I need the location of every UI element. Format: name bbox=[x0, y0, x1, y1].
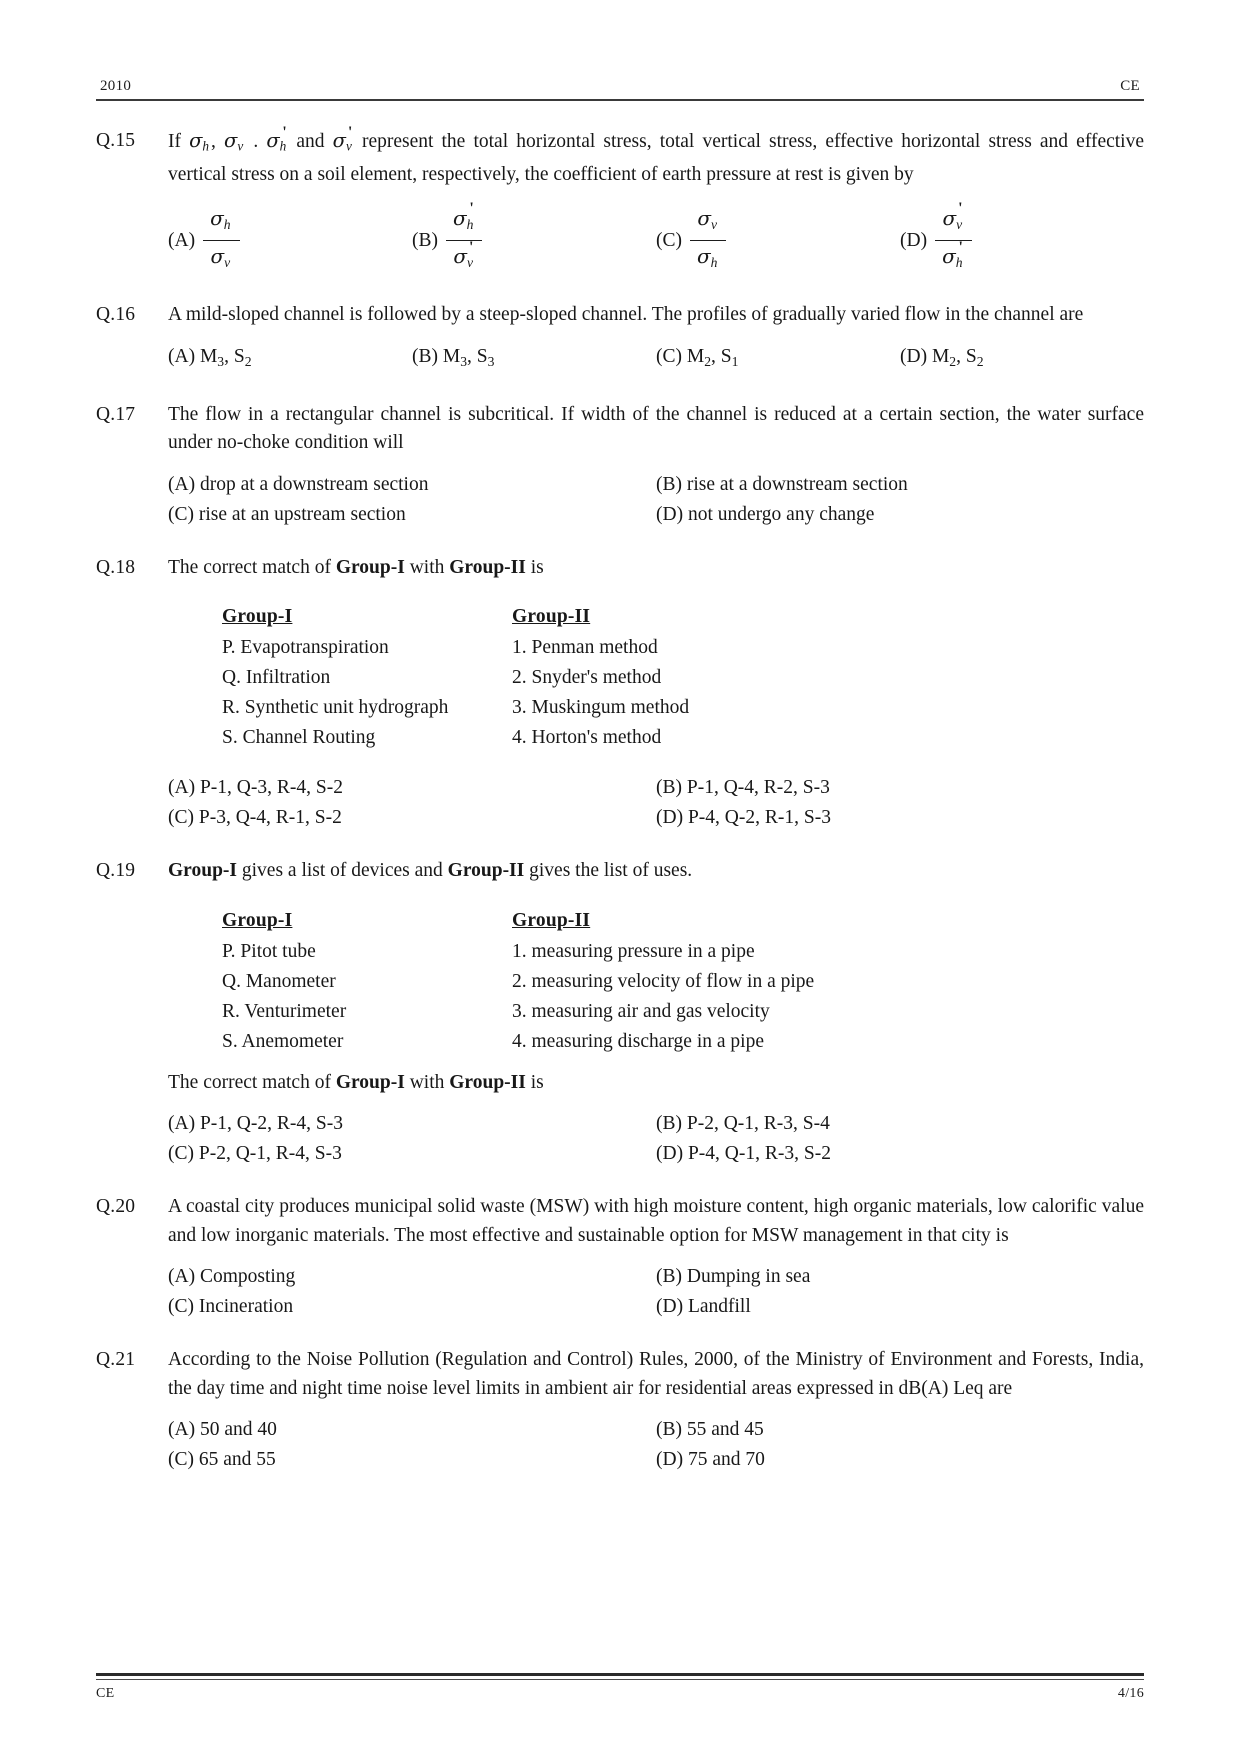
header-year: 2010 bbox=[100, 78, 132, 94]
group-i-column bbox=[222, 906, 512, 1057]
q18-group-table bbox=[222, 602, 1144, 753]
q19-sub-stem bbox=[168, 1069, 1144, 1098]
question-number: Q.18 bbox=[96, 556, 136, 578]
sub-stem-mid: with bbox=[404, 1071, 450, 1093]
symbol-sigma-h-prime: σ ' $_h$ bbox=[266, 123, 287, 154]
option-a[interactable]: (A) Composting bbox=[168, 1266, 296, 1288]
question-stem bbox=[168, 123, 1145, 190]
option-c[interactable]: (C) rise at an upstream section bbox=[168, 503, 406, 525]
group-i-item: S. Anemometer bbox=[222, 1030, 344, 1052]
group-ii-ref: Group-II bbox=[447, 860, 525, 882]
group-ii-item: 4. measuring discharge in a pipe bbox=[512, 1030, 764, 1052]
q19-options-row-2 bbox=[168, 1139, 1144, 1169]
q21-options-row-2 bbox=[168, 1445, 1144, 1475]
stem-post: gives the list of uses. bbox=[524, 860, 693, 882]
option-c[interactable]: (C) $\frac{\sigma_v}{\sigma_h}$ bbox=[656, 204, 900, 278]
group-ii-ref: Group-II bbox=[449, 1071, 526, 1093]
questions-container bbox=[96, 123, 1145, 1475]
stem-part-4: and bbox=[288, 131, 333, 152]
group-i-heading: Group-I bbox=[222, 909, 293, 931]
q17-options-row-1 bbox=[168, 470, 1144, 500]
question-stem: A coastal city produces municipal solid waste (MSW) with high moisture content, high organic materials, low calorific value and low inorganic materials. The most effective and sustainable option for MSW management in that city is bbox=[168, 1196, 1144, 1246]
option-b[interactable]: (B) $M_3$, $S_3$ bbox=[412, 345, 495, 369]
option-c[interactable]: (C) P-3, Q-4, R-1, S-2 bbox=[168, 807, 342, 829]
question-stem: The flow in a rectangular channel is subcritical. If width of the channel is reduced at a certain section, the water surface under no-choke condition will bbox=[168, 403, 1144, 454]
question-number: Q.20 bbox=[96, 1196, 136, 1218]
question-stem bbox=[168, 857, 1144, 886]
question-q18 bbox=[96, 554, 1144, 834]
fraction bbox=[446, 200, 482, 278]
q15-options bbox=[168, 200, 1144, 278]
option-d[interactable]: (D) σ ' $_v$ σ ' $_h$ bbox=[900, 204, 1144, 278]
denominator: $\sigma_h$ bbox=[697, 244, 718, 270]
option-d[interactable]: (D) P-4, Q-2, R-1, S-3 bbox=[656, 807, 831, 829]
option-d[interactable]: (D) not undergo any change bbox=[656, 503, 875, 525]
option-b[interactable]: (B) P-1, Q-4, R-2, S-3 bbox=[656, 777, 830, 799]
option-d[interactable]: (D) $M_2$, $S_2$ bbox=[900, 345, 984, 369]
sub-stem-post: is bbox=[525, 1071, 544, 1093]
group-i-item: R. Synthetic unit hydrograph bbox=[222, 697, 449, 719]
option-a[interactable]: (A) $\frac{\sigma_h}{\sigma_v}$ bbox=[168, 204, 412, 278]
numerator: σ ' $_v$ bbox=[935, 204, 971, 241]
question-q15 bbox=[96, 123, 1145, 277]
group-i-item: R. Venturimeter bbox=[222, 1000, 347, 1022]
stem-mid: with bbox=[404, 556, 450, 578]
question-number: Q.21 bbox=[96, 1349, 136, 1371]
fraction bbox=[935, 200, 971, 278]
option-d[interactable]: (D) Landfill bbox=[656, 1296, 751, 1318]
question-stem bbox=[168, 554, 1144, 583]
group-ii-ref: Group-II bbox=[449, 556, 526, 578]
option-c[interactable]: (C) P-2, Q-1, R-4, S-3 bbox=[168, 1143, 342, 1165]
group-ii-item: 2. Snyder's method bbox=[512, 667, 662, 689]
numerator: $\sigma_h$ bbox=[203, 204, 239, 241]
group-i-ref: Group-I bbox=[335, 1071, 405, 1093]
question-q20 bbox=[96, 1193, 1144, 1322]
header-paper-code: CE bbox=[1120, 78, 1140, 94]
option-b[interactable]: (B) σ ' $_h$ σ ' $_v$ bbox=[412, 204, 656, 278]
option-a[interactable]: (A) P-1, Q-2, R-4, S-3 bbox=[168, 1113, 343, 1135]
symbol-sigma-v: $\sigma_v$ bbox=[224, 129, 244, 154]
stem-part-1: If bbox=[168, 131, 190, 152]
footer-paper-code: CE bbox=[96, 1686, 115, 1701]
fraction bbox=[690, 204, 726, 278]
option-b[interactable]: (B) 55 and 45 bbox=[656, 1419, 764, 1441]
denominator: $\sigma_v$ bbox=[210, 244, 231, 270]
option-b[interactable]: (B) rise at a downstream section bbox=[656, 473, 908, 495]
q18-options-row-1 bbox=[168, 773, 1144, 803]
group-i-ref: Group-I bbox=[168, 860, 237, 882]
q19-options-row-1 bbox=[168, 1109, 1144, 1139]
q21-options-row-1 bbox=[168, 1415, 1144, 1445]
question-q21 bbox=[96, 1346, 1144, 1475]
q17-options-row-2 bbox=[168, 500, 1144, 530]
q20-options-row-2 bbox=[168, 1292, 1144, 1322]
option-d[interactable]: (D) 75 and 70 bbox=[656, 1449, 765, 1471]
group-ii-heading: Group-II bbox=[512, 909, 591, 931]
option-c[interactable]: (C) 65 and 55 bbox=[168, 1449, 276, 1471]
question-number: Q.16 bbox=[96, 304, 136, 326]
group-i-item: Q. Manometer bbox=[222, 970, 336, 992]
sub-stem-pre: The correct match of bbox=[168, 1071, 336, 1093]
group-ii-item: 3. Muskingum method bbox=[512, 697, 690, 719]
header-divider bbox=[96, 99, 1144, 101]
group-ii-heading: Group-II bbox=[512, 606, 591, 628]
option-b[interactable]: (B) Dumping in sea bbox=[656, 1266, 811, 1288]
option-a[interactable]: (A) 50 and 40 bbox=[168, 1419, 277, 1441]
question-stem: According to the Noise Pollution (Regulation and Control) Rules, 2000, of the Ministry of Environment and Forests, India, the day time and night time noise level limits in ambient air for residential areas expressed in dB(A) Leq are bbox=[168, 1349, 1144, 1399]
group-ii-column bbox=[512, 906, 814, 1057]
page-footer bbox=[96, 1673, 1144, 1702]
numerator: σ ' $_h$ bbox=[446, 204, 482, 241]
fraction bbox=[203, 204, 239, 278]
group-ii-item: 2. measuring velocity of flow in a pipe bbox=[512, 970, 815, 992]
symbol-sigma-v-prime: σ ' $_v$ bbox=[332, 123, 353, 154]
question-q17 bbox=[96, 401, 1144, 530]
page-header bbox=[96, 78, 1144, 101]
question-q16 bbox=[96, 301, 1144, 377]
q20-options-row-1 bbox=[168, 1262, 1144, 1292]
question-stem: A mild-sloped channel is followed by a steep-sloped channel. The profiles of gradually varied flow in the channel are bbox=[168, 304, 1084, 326]
option-a[interactable]: (A) drop at a downstream section bbox=[168, 473, 429, 495]
stem-mid: gives a list of devices and bbox=[237, 860, 448, 882]
group-i-item: P. Evapotranspiration bbox=[222, 637, 389, 659]
stem-pre: The correct match of bbox=[168, 556, 336, 578]
stem-part-5: represent the total horizontal stress, total vertical stress, effective horizontal stress and effective vertical stress on a soil element, respectively, the coefficient of earth pressure at rest is given by bbox=[168, 131, 1145, 186]
option-b[interactable]: (B) P-2, Q-1, R-3, S-4 bbox=[656, 1113, 830, 1135]
question-number: Q.19 bbox=[96, 860, 136, 882]
group-ii-column bbox=[512, 602, 689, 753]
stem-post: is bbox=[525, 556, 544, 578]
q18-options-row-2 bbox=[168, 803, 1144, 833]
group-ii-item: 4. Horton's method bbox=[512, 727, 662, 749]
denominator: σ ' $_h$ bbox=[942, 238, 963, 270]
group-i-item: S. Channel Routing bbox=[222, 727, 376, 749]
option-d[interactable]: (D) P-4, Q-1, R-3, S-2 bbox=[656, 1143, 831, 1165]
denominator: σ ' $_v$ bbox=[453, 238, 474, 270]
stem-part-3: . bbox=[245, 131, 267, 152]
group-ii-item: 3. measuring air and gas velocity bbox=[512, 1000, 770, 1022]
option-a[interactable]: (A) $M_3$, $S_2$ bbox=[168, 345, 252, 369]
group-i-column bbox=[222, 602, 512, 753]
group-i-item: P. Pitot tube bbox=[222, 940, 316, 962]
group-ii-item: 1. Penman method bbox=[512, 637, 658, 659]
option-a[interactable]: (A) P-1, Q-3, R-4, S-2 bbox=[168, 777, 343, 799]
footer-divider-thick bbox=[96, 1673, 1144, 1676]
symbol-sigma-h: $\sigma_h$ bbox=[189, 129, 210, 154]
group-i-item: Q. Infiltration bbox=[222, 667, 331, 689]
q16-options bbox=[168, 342, 1144, 377]
stem-part-2: , bbox=[211, 131, 225, 152]
numerator: $\sigma_v$ bbox=[690, 204, 726, 241]
group-i-heading: Group-I bbox=[222, 606, 293, 628]
question-number: Q.15 bbox=[96, 130, 136, 151]
question-q19 bbox=[96, 857, 1144, 1169]
option-c[interactable]: (C) Incineration bbox=[168, 1296, 294, 1318]
group-i-ref: Group-I bbox=[335, 556, 405, 578]
q19-group-table bbox=[222, 906, 1144, 1057]
question-number: Q.17 bbox=[96, 403, 136, 425]
option-c[interactable]: (C) $M_2$, $S_1$ bbox=[656, 345, 739, 369]
group-ii-item: 1. measuring pressure in a pipe bbox=[512, 940, 755, 962]
footer-page-number: 4/16 bbox=[1117, 1686, 1144, 1701]
